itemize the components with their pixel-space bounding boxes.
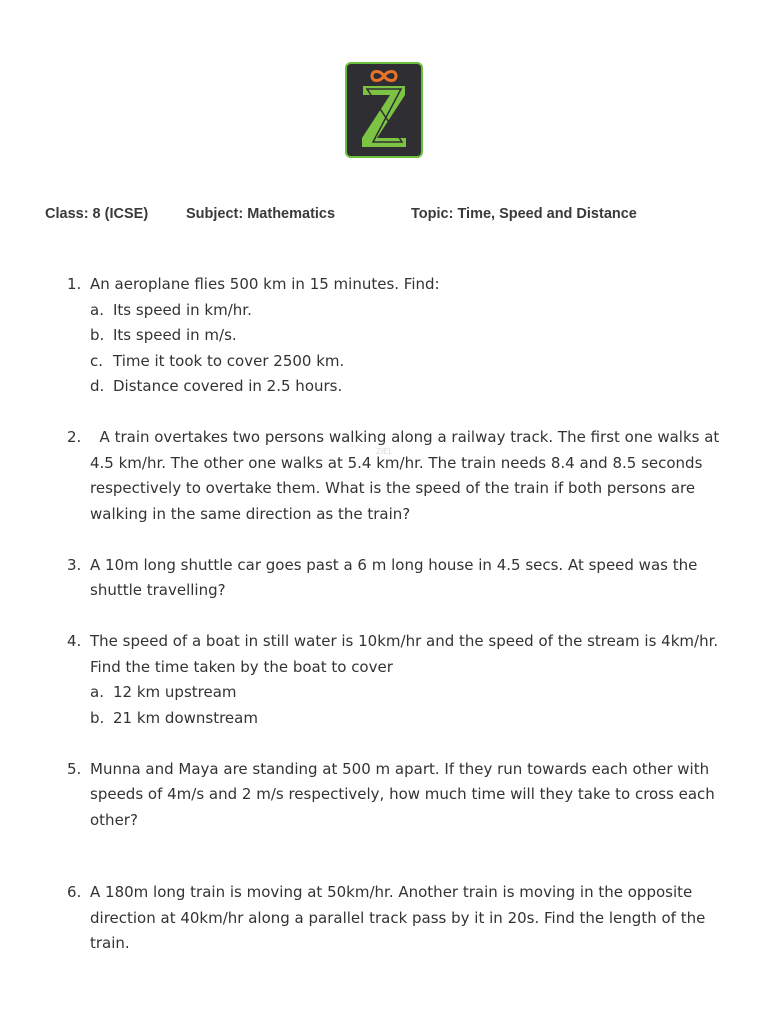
sub-question-letter: b. bbox=[90, 708, 105, 727]
question-1 bbox=[0, 272, 768, 400]
sub-question-letter: d. bbox=[90, 377, 105, 395]
watermark: ZIEL bbox=[376, 447, 393, 456]
sub-question-text: Time it took to cover 2500 km. bbox=[113, 351, 345, 370]
sub-question-text: Its speed in m/s. bbox=[113, 326, 237, 344]
ziel-logo-icon bbox=[345, 62, 423, 158]
sub-question-letter: c. bbox=[90, 351, 104, 370]
question-text: Munna and Maya are standing at 500 m apart. If they run towards each other with speeds of 4m/s and 2 m/s respectively, how much time will they take to cross each other? bbox=[90, 759, 715, 829]
sub-question bbox=[90, 680, 728, 706]
sub-question-text: 21 km downstream bbox=[113, 708, 258, 727]
sub-question bbox=[90, 706, 728, 732]
question-list bbox=[0, 272, 768, 957]
question-3 bbox=[0, 553, 768, 604]
question-number: 2. bbox=[67, 428, 82, 446]
sub-question bbox=[90, 323, 728, 349]
question-4 bbox=[0, 629, 768, 731]
question-6 bbox=[0, 880, 768, 957]
question-number: 4. bbox=[67, 632, 82, 650]
question-text: An aeroplane flies 500 km in 15 minutes. Find: bbox=[90, 275, 440, 293]
question-text: A 180m long train is moving at 50km/hr. Another train is moving in the opposite direction at 40km/hr along a parallel track pass by it in 20s. Find the length of the train. bbox=[90, 883, 706, 952]
worksheet-header bbox=[0, 206, 768, 226]
sub-question-text: Its speed in km/hr. bbox=[113, 300, 252, 319]
question-5 bbox=[0, 757, 768, 834]
sub-question bbox=[90, 349, 728, 375]
question-number: 3. bbox=[67, 555, 82, 574]
question-number: 1. bbox=[67, 275, 82, 293]
topic-label: Topic: Time, Speed and Distance bbox=[411, 206, 637, 222]
sub-question bbox=[90, 298, 728, 324]
sub-question-letter: b. bbox=[90, 326, 105, 344]
sub-question-text: 12 km upstream bbox=[113, 683, 237, 701]
question-text: A 10m long shuttle car goes past a 6 m long house in 4.5 secs. At speed was the shuttle travelling? bbox=[90, 555, 698, 599]
class-label: Class: 8 (ICSE) bbox=[45, 206, 149, 222]
question-number: 5. bbox=[67, 759, 82, 778]
sub-question-letter: a. bbox=[90, 300, 104, 319]
question-text: A train overtakes two persons walking along a railway track. The first one walks at 4.5 km/hr. The other one walks at 5.4 km/hr. The train needs 8.4 and 8.5 seconds respectively to overtake them. What is the speed of the train if both persons are walking in the same direction as the train? bbox=[90, 428, 725, 523]
subject-label: Subject: Mathematics bbox=[186, 206, 336, 222]
sub-question bbox=[90, 374, 728, 400]
sub-question-letter: a. bbox=[90, 683, 104, 701]
question-text: The speed of a boat in still water is 10km/hr and the speed of the stream is 4km/hr. Find the time taken by the boat to cover bbox=[90, 632, 719, 676]
sub-question-text: Distance covered in 2.5 hours. bbox=[113, 377, 343, 395]
question-number: 6. bbox=[67, 883, 82, 901]
question-2 bbox=[0, 425, 768, 527]
